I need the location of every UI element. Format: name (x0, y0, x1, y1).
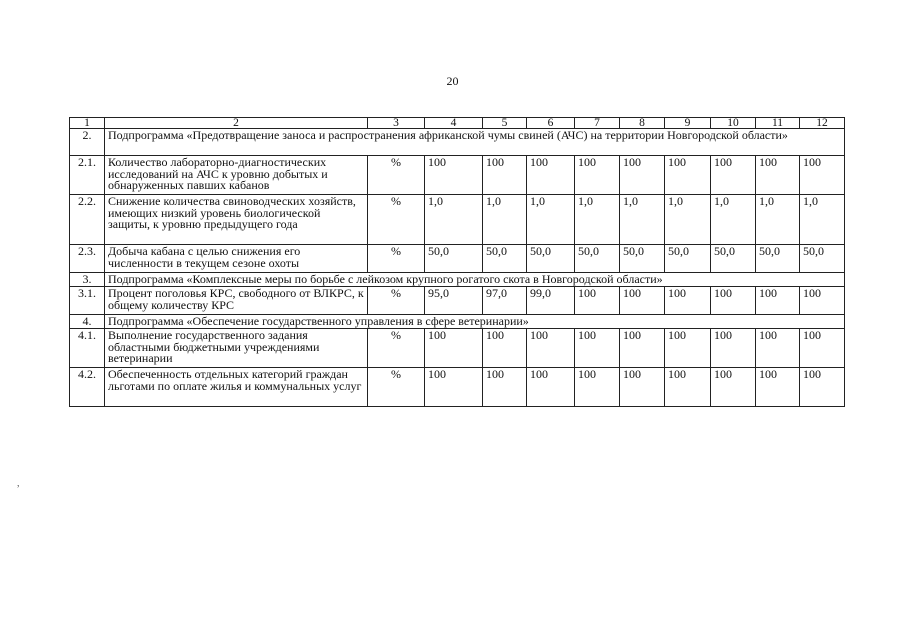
indicator-value: 100 (527, 368, 575, 407)
indicator-value: 100 (665, 287, 711, 315)
indicator-value: 1,0 (483, 195, 527, 245)
indicator-value: 100 (665, 368, 711, 407)
indicator-value: 1,0 (800, 195, 845, 245)
indicator-value: 100 (527, 329, 575, 368)
indicator-name: Снижение количества свиноводческих хозяйств, имеющих низкий уровень биологической защиты, к уровню предыдущего года (105, 195, 368, 245)
indicator-unit: % (368, 287, 425, 315)
indicator-value: 97,0 (483, 287, 527, 315)
indicator-value: 50,0 (483, 245, 527, 273)
section-title: Подпрограмма «Предотвращение заноса и распространения африканской чумы свиней (АЧС) на территории Новгородской области» (105, 129, 845, 156)
indicator-value: 100 (425, 368, 483, 407)
indicator-value: 50,0 (425, 245, 483, 273)
stray-mark: , (17, 478, 20, 489)
indicator-number: 4.2. (70, 368, 105, 407)
section-row (70, 273, 845, 287)
indicator-value: 50,0 (665, 245, 711, 273)
column-number: 5 (483, 118, 527, 129)
indicator-value: 100 (711, 368, 756, 407)
indicator-value: 100 (620, 287, 665, 315)
indicator-value: 100 (620, 329, 665, 368)
indicator-value: 100 (711, 287, 756, 315)
indicator-unit: % (368, 329, 425, 368)
indicator-row (70, 368, 845, 407)
indicator-value: 100 (800, 329, 845, 368)
indicator-value: 1,0 (527, 195, 575, 245)
column-number-row (70, 118, 845, 129)
indicator-value: 100 (620, 156, 665, 195)
indicator-value: 100 (800, 156, 845, 195)
indicator-value: 50,0 (575, 245, 620, 273)
indicator-value: 50,0 (620, 245, 665, 273)
indicator-row (70, 156, 845, 195)
section-title: Подпрограмма «Обеспечение государственного управления в сфере ветеринарии» (105, 315, 845, 329)
indicator-unit: % (368, 156, 425, 195)
indicator-value: 50,0 (711, 245, 756, 273)
indicator-value: 100 (527, 156, 575, 195)
section-number: 4. (70, 315, 105, 329)
indicator-value: 100 (800, 287, 845, 315)
indicator-value: 100 (756, 329, 800, 368)
indicator-value: 100 (756, 287, 800, 315)
indicator-number: 2.2. (70, 195, 105, 245)
column-number: 7 (575, 118, 620, 129)
indicator-value: 100 (620, 368, 665, 407)
indicator-number: 3.1. (70, 287, 105, 315)
column-number: 11 (756, 118, 800, 129)
indicator-name: Добыча кабана с целью снижения его численности в текущем сезоне охоты (105, 245, 368, 273)
indicator-name: Количество лабораторно-диагностических исследований на АЧС к уровню добытых и обнаруженных павших кабанов (105, 156, 368, 195)
indicator-value: 1,0 (425, 195, 483, 245)
indicator-value: 100 (711, 156, 756, 195)
indicator-value: 1,0 (575, 195, 620, 245)
indicator-value: 50,0 (527, 245, 575, 273)
indicator-value: 100 (575, 287, 620, 315)
indicator-value: 100 (575, 368, 620, 407)
indicator-row (70, 287, 845, 315)
column-number: 4 (425, 118, 483, 129)
indicator-number: 4.1. (70, 329, 105, 368)
indicator-number: 2.3. (70, 245, 105, 273)
indicator-name: Выполнение государственного задания областными бюджетными учреждениями ветеринарии (105, 329, 368, 368)
indicator-value: 95,0 (425, 287, 483, 315)
column-number: 12 (800, 118, 845, 129)
indicator-unit: % (368, 245, 425, 273)
section-row (70, 315, 845, 329)
indicator-name: Процент поголовья КРС, свободного от ВЛКРС, к общему количеству КРС (105, 287, 368, 315)
indicator-value: 1,0 (665, 195, 711, 245)
indicator-value: 100 (800, 368, 845, 407)
indicator-unit: % (368, 368, 425, 407)
column-number: 10 (711, 118, 756, 129)
section-number: 2. (70, 129, 105, 156)
indicator-value: 100 (756, 368, 800, 407)
column-number: 1 (70, 118, 105, 129)
indicator-value: 99,0 (527, 287, 575, 315)
indicator-value: 100 (483, 156, 527, 195)
indicator-unit: % (368, 195, 425, 245)
indicator-row (70, 245, 845, 273)
indicator-value: 1,0 (756, 195, 800, 245)
column-number: 3 (368, 118, 425, 129)
column-number: 2 (105, 118, 368, 129)
indicator-value: 1,0 (620, 195, 665, 245)
section-row (70, 129, 845, 156)
indicators-table (69, 117, 845, 407)
section-number: 3. (70, 273, 105, 287)
indicator-value: 100 (665, 156, 711, 195)
column-number: 9 (665, 118, 711, 129)
column-number: 6 (527, 118, 575, 129)
indicator-row (70, 329, 845, 368)
indicator-value: 100 (425, 156, 483, 195)
indicator-value: 100 (711, 329, 756, 368)
indicator-value: 100 (575, 156, 620, 195)
indicator-value: 50,0 (756, 245, 800, 273)
page-number: 20 (446, 74, 459, 88)
indicator-value: 100 (756, 156, 800, 195)
indicator-row (70, 195, 845, 245)
indicator-value: 100 (483, 368, 527, 407)
indicator-number: 2.1. (70, 156, 105, 195)
indicator-value: 100 (575, 329, 620, 368)
section-title: Подпрограмма «Комплексные меры по борьбе с лейкозом крупного рогатого скота в Новгородской области» (105, 273, 845, 287)
indicator-value: 100 (425, 329, 483, 368)
indicator-value: 1,0 (711, 195, 756, 245)
indicator-name: Обеспеченность отдельных категорий граждан льготами по оплате жилья и коммунальных услуг (105, 368, 368, 407)
indicator-value: 100 (665, 329, 711, 368)
indicator-value: 100 (483, 329, 527, 368)
indicator-value: 50,0 (800, 245, 845, 273)
column-number: 8 (620, 118, 665, 129)
